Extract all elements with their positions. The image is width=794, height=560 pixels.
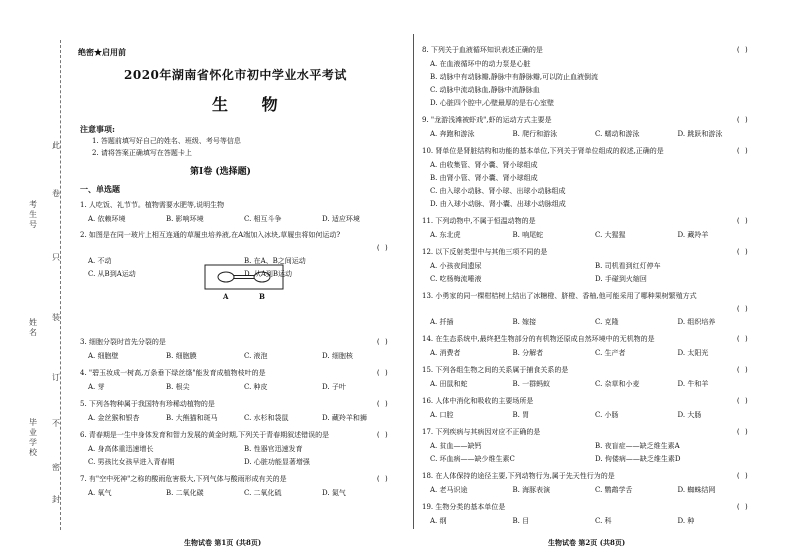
answer-option[interactable]: D. 组织培养 [677, 318, 716, 326]
answer-option[interactable]: A. 田鼠和蛇 [430, 380, 468, 388]
answer-option[interactable]: A. 消费者 [430, 349, 461, 357]
answer-option[interactable]: C. 杂草和小麦 [595, 380, 640, 388]
answer-option[interactable]: D. 子叶 [322, 383, 346, 391]
answer-option[interactable]: B. 二氧化碳 [166, 489, 204, 497]
answer-bracket[interactable]: ( ) [376, 431, 389, 439]
binding-field-2: 姓名 [29, 318, 37, 337]
question-stem: 5. 下列各物种属于我国特有珍稀动植物的是 [80, 400, 215, 408]
subject-title: 生 物 [212, 95, 292, 114]
answer-option[interactable]: A. 扦插 [430, 318, 454, 326]
answer-option[interactable]: B. 司机看到红灯停车 [595, 262, 661, 270]
answer-option[interactable]: A. 金丝猴和银杏 [88, 414, 140, 422]
answer-option[interactable]: A. 口腔 [430, 411, 454, 419]
answer-option[interactable]: C. 科 [595, 517, 612, 525]
answer-option[interactable]: A. 芽 [88, 383, 105, 391]
answer-option[interactable]: B. 细胞膜 [166, 352, 197, 360]
question-stem: 6. 青春期是一生中身体发育和智力发展的黄金时期,下列关于青春期叙述错误的是 [80, 431, 330, 439]
notice-item-2: 2. 请将答案正确填写在答题卡上 [92, 149, 192, 157]
binding-char: 不 [52, 419, 60, 428]
answer-option[interactable]: B. 一群蚂蚁 [512, 380, 551, 388]
footer-left: 生物试卷 第1页 (共8页) [184, 538, 262, 547]
answer-option[interactable]: D. 心脏功能显著增强 [244, 458, 310, 466]
binding-char: 只 [52, 253, 60, 262]
answer-bracket[interactable]: ( ) [376, 475, 389, 483]
answer-option[interactable]: B. 爬行和游泳 [512, 130, 558, 138]
answer-option[interactable]: C. 坏血病——缺少维生素C [430, 455, 515, 463]
answer-option[interactable]: C. 男孩比女孩早进入青春期 [88, 458, 175, 466]
question-stem: 15. 下列各组生物之间的关系属于捕食关系的是 [422, 366, 569, 374]
question-stem: 17. 下列疾病与其病因对应不正确的是 [422, 428, 541, 436]
answer-option[interactable]: A. 小孩夜间遗尿 [430, 262, 482, 270]
answer-option[interactable]: B. 影响环境 [166, 215, 204, 223]
question-stem: 7. 有"空中死神"之称的酸雨危害极大,下列气体与酸雨形成有关的是 [80, 475, 287, 483]
answer-option[interactable]: B. 在A、B之间运动 [244, 257, 306, 265]
answer-option[interactable]: A. 细胞壁 [88, 352, 119, 360]
answer-option[interactable]: A. 纲 [430, 517, 447, 525]
answer-option[interactable]: D. 藏羚羊和狮 [322, 414, 367, 422]
answer-option[interactable]: C. 从B到A运动 [88, 270, 136, 278]
answer-option[interactable]: D. 太阳光 [677, 349, 709, 357]
question-stem: 19. 生物分类的基本单位是 [422, 503, 506, 511]
answer-option[interactable]: D. 手碰到火缩回 [595, 275, 647, 283]
answer-option[interactable]: B. 海豚表演 [512, 486, 551, 494]
question-stem: 10. 肾单位是肾脏结构和功能的基本单位,下列关于肾单位组成的叙述,正确的是 [422, 147, 664, 155]
binding-char: 卷 [52, 189, 60, 198]
answer-bracket[interactable]: ( ) [736, 147, 749, 155]
answer-bracket[interactable]: ( ) [736, 46, 749, 54]
answer-option[interactable]: B. 响尾蛇 [512, 231, 544, 239]
answer-bracket[interactable]: ( ) [736, 472, 749, 480]
answer-option[interactable]: A. 贫血——缺钙 [430, 442, 482, 450]
answer-option[interactable]: B. 根尖 [166, 383, 190, 391]
answer-option[interactable]: D. 佝偻病——缺乏维生素D [595, 455, 681, 463]
answer-option[interactable]: B. 目 [512, 517, 530, 525]
answer-option[interactable]: D. 氮气 [322, 489, 346, 497]
answer-bracket[interactable]: ( ) [376, 400, 389, 408]
answer-option[interactable]: C. 吃杨梅流唾液 [430, 275, 482, 283]
answer-option[interactable]: A. 东北虎 [430, 231, 461, 239]
answer-option[interactable]: B. 夜盲症——缺乏维生素A [595, 442, 680, 450]
question-stem: 3. 细胞分裂时首先分裂的是 [80, 338, 166, 346]
question-stem: 1. 人吃饭、礼节节。植物需要水肥等,说明生物 [80, 201, 225, 209]
answer-option[interactable]: C. 液泡 [244, 352, 268, 360]
answer-bracket[interactable]: ( ) [736, 335, 749, 343]
answer-bracket[interactable]: ( ) [736, 503, 749, 511]
page-divider [413, 34, 414, 529]
question-stem: 9. "龙游浅滩被虾戏",虾的运动方式主要是 [422, 116, 552, 124]
binding-char: 装 [52, 313, 60, 322]
answer-option[interactable]: B. 嫁接 [512, 318, 537, 326]
answer-option[interactable]: D. 蜘蛛结网 [677, 486, 716, 494]
answer-option[interactable]: C. 由入球小动脉、肾小球、出球小动脉组成 [430, 187, 566, 195]
question-stem: 16. 人体中消化和吸收的主要场所是 [422, 397, 534, 405]
binding-char: 此 [52, 141, 60, 150]
answer-bracket[interactable]: ( ) [736, 248, 749, 256]
answer-option[interactable]: C. 克隆 [595, 318, 619, 326]
question-stem: 12. 以下反射类型中与其他三项不同的是 [422, 248, 548, 256]
footer-right: 生物试卷 第2页 (共8页) [548, 538, 626, 547]
notice-heading: 注意事项: [80, 124, 115, 134]
question-stem: 13. 小勇家的同一棵柑桔树上结出了冰糖橙、脐橙、香柚,他可能采用了哪种果树繁殖方式 [422, 292, 697, 300]
answer-option[interactable]: D. 牛和羊 [677, 380, 709, 388]
answer-option[interactable]: C. 蠕动和游泳 [595, 130, 640, 138]
question-stem: 4. "碧玉妆成一树高,万条垂下绿丝绦"能发育成植物枝叶的是 [80, 369, 266, 377]
answer-option[interactable]: A. 老马识途 [430, 486, 468, 494]
binding-char: 封 [52, 495, 60, 504]
binding-char: 订 [52, 373, 60, 382]
notice-item-1: 1. 答题前填写好自己的姓名、班级、考号等信息 [92, 137, 241, 145]
answer-option[interactable]: D. 藏羚羊 [677, 231, 709, 239]
question-stem: 18. 在人体保持的途径主要,下列动物行为,属于先天性行为的是 [422, 472, 615, 480]
answer-bracket[interactable]: ( ) [376, 338, 389, 346]
answer-option[interactable]: C. 鹦鹉学舌 [595, 486, 633, 494]
section-title: 一、单选题 [80, 184, 120, 194]
answer-option[interactable]: A. 身高体重迅速增长 [88, 445, 154, 453]
answer-option[interactable]: C. 动脉中流动脉血,静脉中流静脉血 [430, 86, 540, 94]
answer-bracket[interactable]: ( ) [736, 305, 749, 313]
answer-option[interactable]: A. 在血液循环中的动力泵是心脏 [430, 60, 531, 68]
answer-option[interactable]: B. 性器官迅速发育 [244, 445, 303, 453]
answer-option[interactable]: A. 不动 [88, 257, 112, 265]
binding-char: 密 [52, 463, 60, 472]
answer-option[interactable]: D. 大肠 [677, 411, 702, 419]
answer-option[interactable]: A. 依赖环境 [88, 215, 126, 223]
answer-bracket[interactable]: ( ) [736, 397, 749, 405]
answer-bracket[interactable]: ( ) [736, 116, 749, 124]
figure-label-a: A [223, 292, 229, 301]
part-title: 第I卷 (选择题) [190, 167, 251, 177]
answer-bracket[interactable]: ( ) [736, 366, 749, 374]
answer-option[interactable]: B. 动脉中有动脉瓣,静脉中有静脉瓣,可以防止血液倒流 [430, 73, 599, 81]
answer-option[interactable]: D. 从A到B运动 [244, 270, 293, 278]
binding-field-1: 考生号 [29, 200, 37, 229]
answer-bracket[interactable]: ( ) [736, 428, 749, 436]
answer-option[interactable]: B. 分解者 [512, 349, 544, 357]
answer-bracket[interactable]: ( ) [736, 217, 749, 225]
question-stem: 14. 在生态系统中,最终把生物部分的有机物还原成自然环境中的无机物的是 [422, 335, 655, 343]
answer-option[interactable]: D. 心脏四个腔中,心壁最厚的是右心室壁 [430, 99, 555, 107]
binding-field-3: 毕业学校 [29, 418, 37, 457]
answer-option[interactable]: B. 由肾小管、肾小囊、肾小球组成 [430, 174, 538, 182]
figure-label-b: B [259, 292, 265, 301]
answer-option[interactable]: C. 二氧化硫 [244, 489, 282, 497]
answer-option[interactable]: C. 水杉和袋鼠 [244, 414, 289, 422]
answer-option[interactable]: D. 适应环境 [322, 215, 360, 223]
answer-option[interactable]: A. 氧气 [88, 489, 112, 497]
answer-option[interactable]: A. 由收集管、肾小囊、肾小球组成 [430, 161, 538, 169]
answer-option[interactable]: C. 小肠 [595, 411, 619, 419]
secret-mark: 绝密★启用前 [78, 47, 126, 57]
question-stem: 11. 下列动物中,不属于恒温动物的是 [422, 217, 536, 225]
answer-option[interactable]: B. 胃 [512, 411, 530, 419]
question-stem: 2. 如图是在同一玻片上相互连通的草履虫培养液,在A端加入冰块,草履虫将如何运动? [80, 231, 341, 239]
answer-option[interactable]: D. 种 [677, 517, 695, 525]
exam-title: 2020年湖南省怀化市初中学业水平考试 [124, 68, 347, 82]
binding-dashed-line [60, 40, 61, 530]
answer-option[interactable]: C. 生产者 [595, 349, 626, 357]
answer-option[interactable]: C. 大猩猩 [595, 231, 626, 239]
answer-bracket[interactable]: ( ) [376, 244, 389, 252]
answer-option[interactable]: D. 由入球小动脉、肾小囊、出球小动脉组成 [430, 200, 566, 208]
answer-option[interactable]: C. 种皮 [244, 383, 268, 391]
answer-option[interactable]: B. 大熊猫和斑马 [166, 414, 218, 422]
answer-option[interactable]: C. 相互斗争 [244, 215, 282, 223]
answer-option[interactable]: D. 细胞核 [322, 352, 353, 360]
answer-option[interactable]: D. 跳跃和游泳 [677, 130, 723, 138]
answer-bracket[interactable]: ( ) [376, 369, 389, 377]
question-stem: 8. 下列关于血液循环知识表述正确的是 [422, 46, 543, 54]
answer-option[interactable]: A. 奔跑和游泳 [430, 130, 475, 138]
